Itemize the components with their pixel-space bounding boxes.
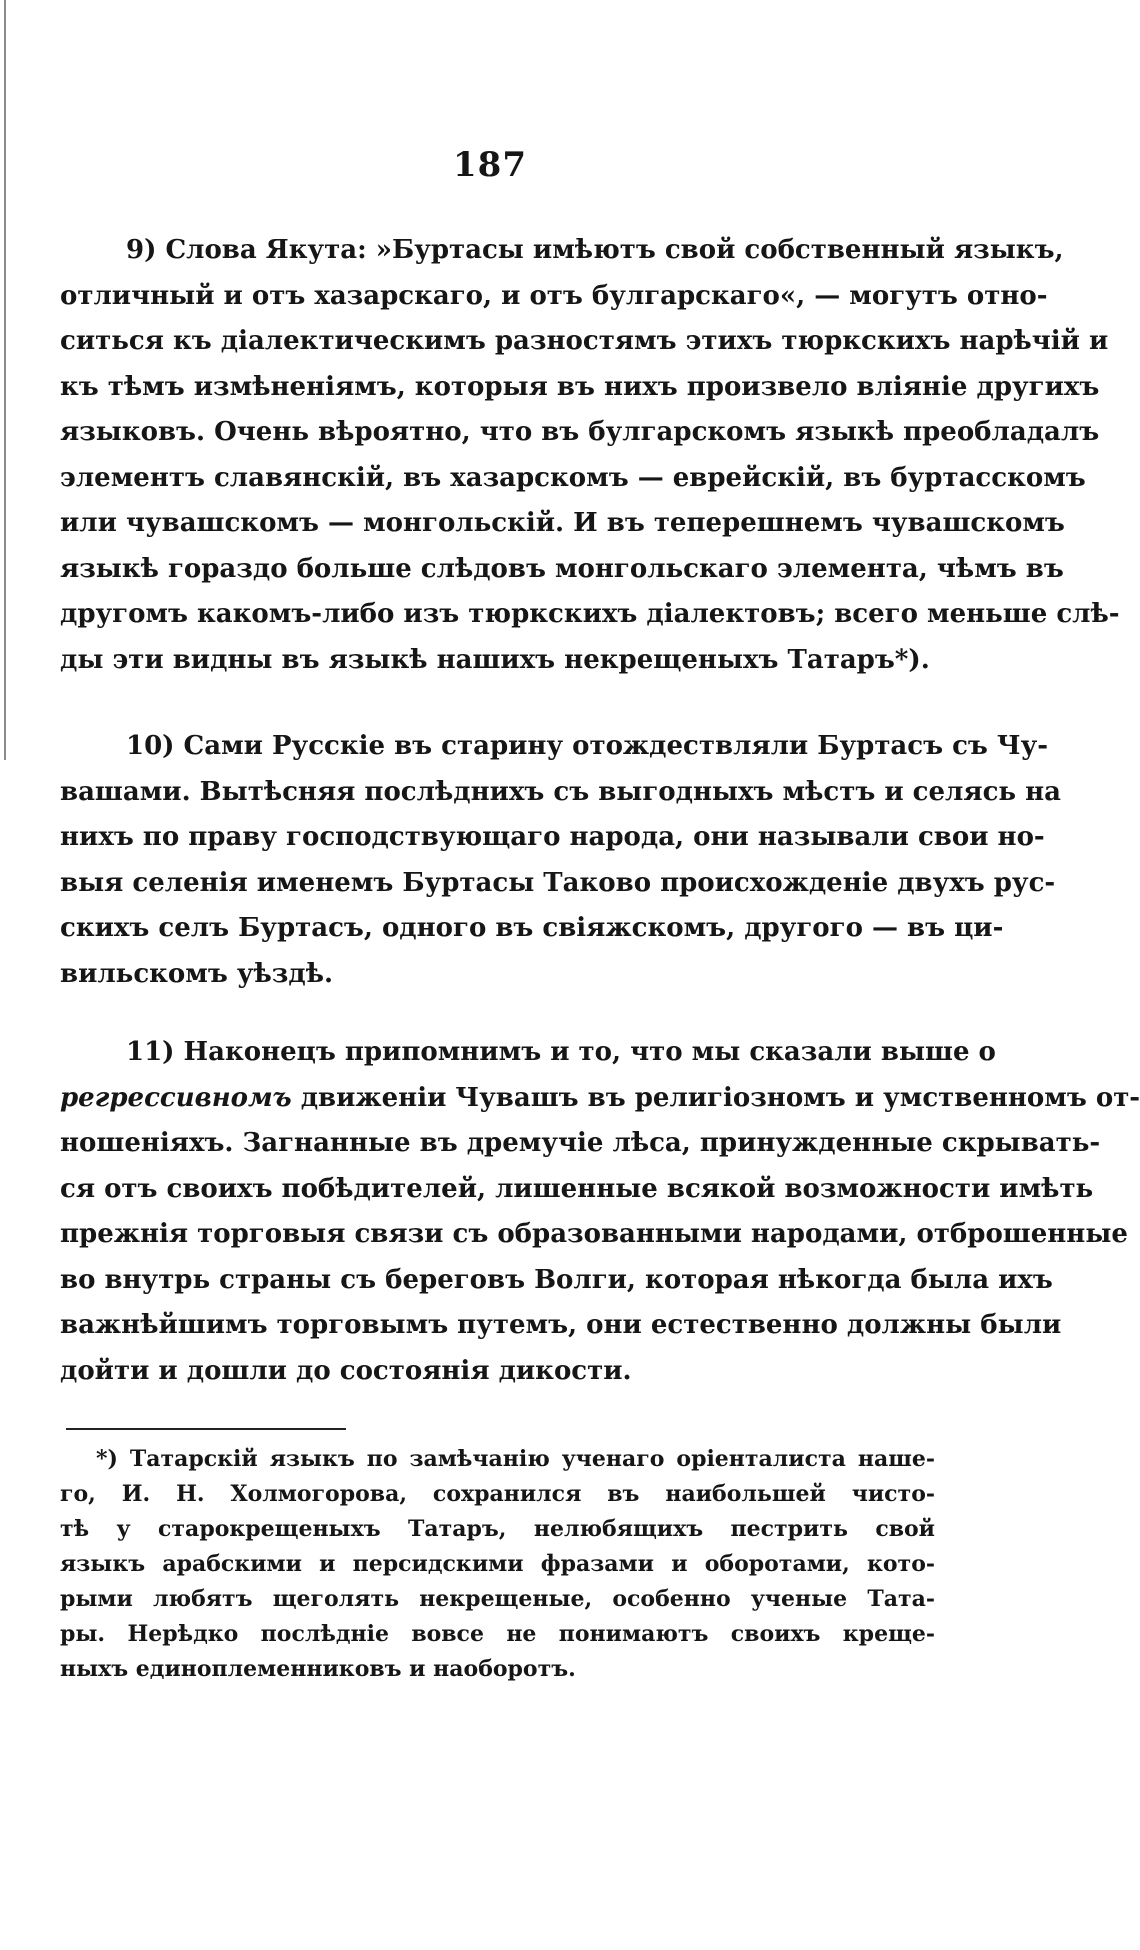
text-line: 9) Слова Якута: »Буртасы имѣютъ свой собственный языкъ,	[126, 235, 1064, 265]
text-line: вашами. Вытѣсняя послѣднихъ съ выгодныхъ мѣстъ и селясь на	[60, 776, 1061, 807]
text-line-with-emphasis	[60, 1076, 1140, 1122]
text-line: важнѣйшимъ торговымъ путемъ, они естественно должны были	[60, 1310, 1062, 1340]
text-line: къ тѣмъ измѣненіямъ, которыя въ нихъ произвело вліяніе другихъ	[60, 371, 1100, 402]
text-line: во внутрь страны съ береговъ Волги, которая нѣкогда была ихъ	[60, 1264, 1053, 1295]
text-line: 11) Наконецъ припомнимъ и то, что мы сказали выше о	[126, 1037, 996, 1067]
footnote-line: тѣ у старокрещеныхъ Татаръ, нелюбящихъ пестрить свой	[60, 1516, 935, 1542]
text-line: 10) Сами Русскіе въ старину отождествляли Буртасъ съ Чу-	[126, 731, 1049, 761]
text-line: отличный и отъ хазарскаго, и отъ булгарскаго«, — могутъ отно-	[60, 280, 1048, 311]
text-line: выя селенія именемъ Буртасы Таково происхожденіе двухъ рус-	[60, 867, 1056, 898]
paragraph-9	[60, 228, 1120, 683]
footnote-line: ныхъ единоплеменниковъ и наоборотъ.	[60, 1656, 576, 1682]
emphasized-word: регрессивномъ	[60, 1082, 292, 1113]
text-line: ситься къ діалектическимъ разностямъ этихъ тюркскихъ нарѣчій и	[60, 326, 1109, 356]
page-number: 187	[453, 145, 527, 185]
footnote-divider	[66, 1428, 346, 1430]
footnote-line: го, И. Н. Холмогорова, сохранился въ наибольшей чисто-	[60, 1481, 935, 1507]
text-line: языковъ. Очень вѣроятно, что въ булгарскомъ языкѣ преобладалъ	[60, 417, 1100, 447]
footnote	[60, 1442, 935, 1687]
text-line: или чувашскомъ — монгольскій. И въ теперешнемъ чувашскомъ	[60, 508, 1065, 538]
text-line: элементъ славянскій, въ хазарскомъ — еврейскій, въ буртасскомъ	[60, 462, 1086, 493]
paragraph-10	[60, 724, 1061, 997]
text-line: вильскомъ уѣздѣ.	[60, 958, 334, 989]
footnote-line: *) Татарскій языкъ по замѣчанію ученаго оріенталиста наше-	[96, 1446, 935, 1472]
paragraph-11	[60, 1030, 1140, 1394]
footnote-line: ры. Нерѣдко послѣдніе вовсе не понимаютъ своихъ креще-	[60, 1621, 935, 1647]
text-line: дойти и дошли до состоянія дикости.	[60, 1355, 632, 1386]
left-margin-rule	[4, 0, 6, 760]
footnote-line: рыми любятъ щеголять некрещеные, особенно ученые Тата-	[60, 1586, 935, 1612]
text-line: ношеніяхъ. Загнанные въ дремучіе лѣса, принужденные скрывать-	[60, 1128, 1101, 1158]
text-line: языкѣ гораздо больше слѣдовъ монгольскаго элемента, чѣмъ въ	[60, 553, 1064, 584]
footnote-line: языкъ арабскими и персидскими фразами и оборотами, кото-	[60, 1551, 935, 1577]
text-line: ды эти видны въ языкѣ нашихъ некрещеныхъ Татаръ*).	[60, 644, 930, 675]
text-line: скихъ селъ Буртасъ, одного въ свіяжскомъ, другого — въ ци-	[60, 913, 1004, 943]
text-line: нихъ по праву господствующаго народа, они называли свои но-	[60, 822, 1045, 852]
text-line: ся отъ своихъ побѣдителей, лишенные всякой возможности имѣть	[60, 1173, 1094, 1204]
text-line: другомъ какомъ-либо изъ тюркскихъ діалектовъ; всего меньше слѣ-	[60, 599, 1120, 629]
text-fragment: движеніи Чувашъ въ религіозномъ и умственномъ от-	[300, 1082, 1140, 1113]
text-line: прежнія торговыя связи съ образованными народами, отброшенные	[60, 1219, 1128, 1249]
